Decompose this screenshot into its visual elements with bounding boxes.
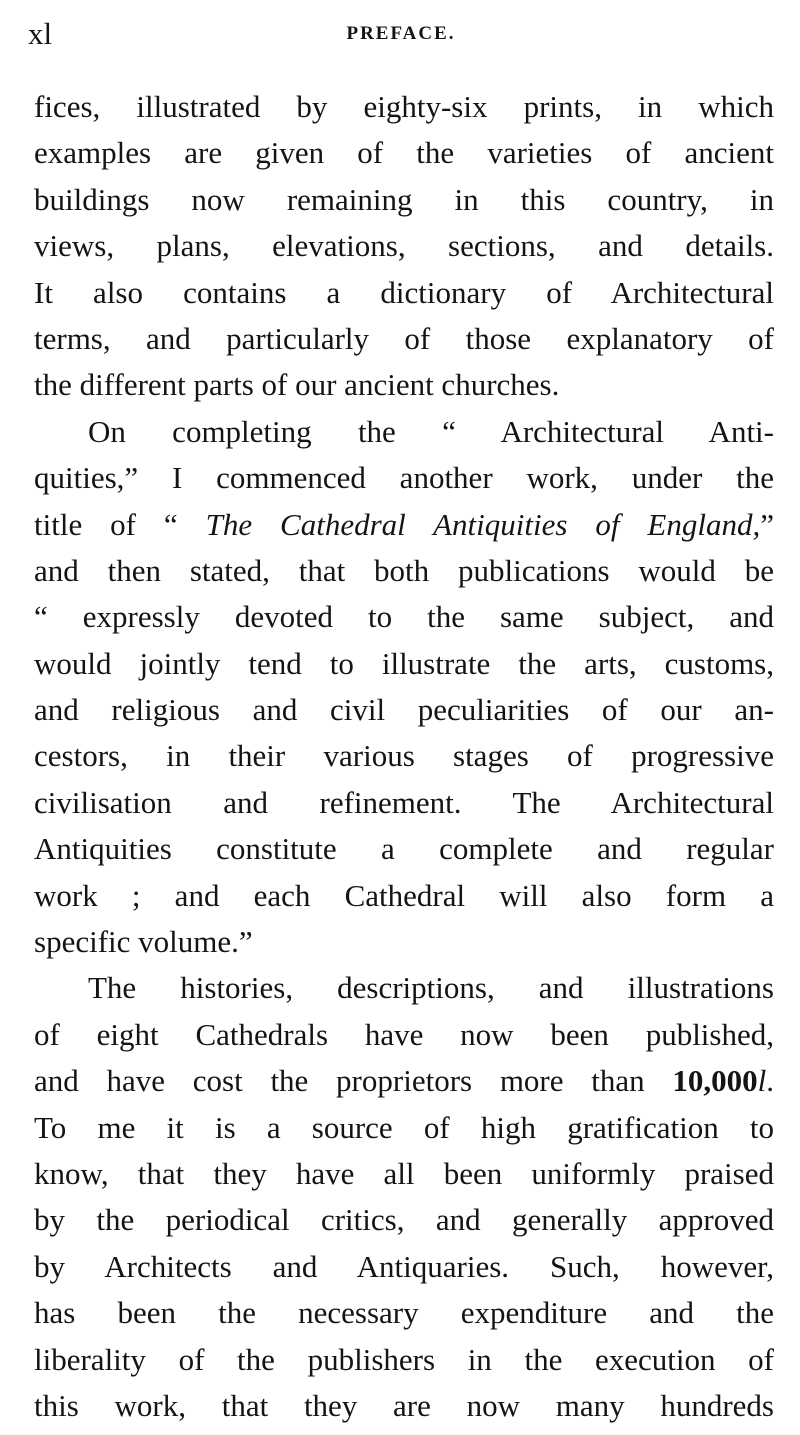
text-line: To me it is a source of high gratification to [34,1109,774,1145]
running-head: PREFACE. [346,23,456,44]
text-line: fices, illustrated by eighty-six prints, in which [34,89,774,124]
italic-book-title: The Cathedral Antiquities of England, [205,506,761,542]
text-line: views, plans, elevations, sections, and details. [34,228,774,264]
text-run: and have cost the proprietors more than [34,1063,673,1099]
pound-sign: l [757,1063,767,1099]
text-line: liberality of the publishers in the execution of [34,1341,774,1377]
text-line: of eight Cathedrals have now been published, [34,1016,774,1052]
text-line: The histories, descriptions, and illustrations [88,970,774,1006]
text-run: ” [760,506,774,542]
page-number: xl [28,16,53,51]
text-line: would jointly tend to illustrate the arts, customs, [34,645,774,681]
text-line: On completing the “ Architectural Anti- [88,413,774,449]
text-line [34,502,774,548]
body-text [34,84,774,1429]
text-line: examples are given of the varieties of ancient [34,135,774,171]
text-line: specific volume.” [34,924,253,960]
text-run: title of “ [34,506,206,542]
text-run: . [766,1063,774,1099]
text-line: the different parts of our ancient churches. [34,367,560,403]
text-line: Antiquities constitute a complete and regular [34,831,774,867]
text-line: quities,” I commenced another work, under the [34,460,774,496]
text-line: this work, that they are now many hundreds [34,1387,774,1423]
text-line: work ; and each Cathedral will also form a [34,877,774,913]
text-line: has been the necessary expenditure and the [34,1295,774,1331]
text-line: It also contains a dictionary of Architectural [34,274,774,310]
text-line: buildings now remaining in this country, in [34,181,774,217]
text-line: and religious and civil peculiarities of our an- [34,692,774,728]
text-line: “ expressly devoted to the same subject, and [34,599,774,635]
page-header [28,14,774,54]
text-line: terms, and particularly of those explanatory of [34,320,774,356]
text-line: cestors, in their various stages of progressive [34,738,774,774]
text-line [34,1058,774,1104]
text-line: know, that they have all been uniformly praised [34,1155,774,1191]
text-line: by Architects and Antiquaries. Such, however, [34,1248,774,1284]
sum-amount: 10,000 [672,1063,758,1099]
text-line: by the periodical critics, and generally approved [34,1202,774,1238]
text-line: and then stated, that both publications would be [34,552,774,588]
text-line: civilisation and refinement. The Architectural [34,784,774,820]
